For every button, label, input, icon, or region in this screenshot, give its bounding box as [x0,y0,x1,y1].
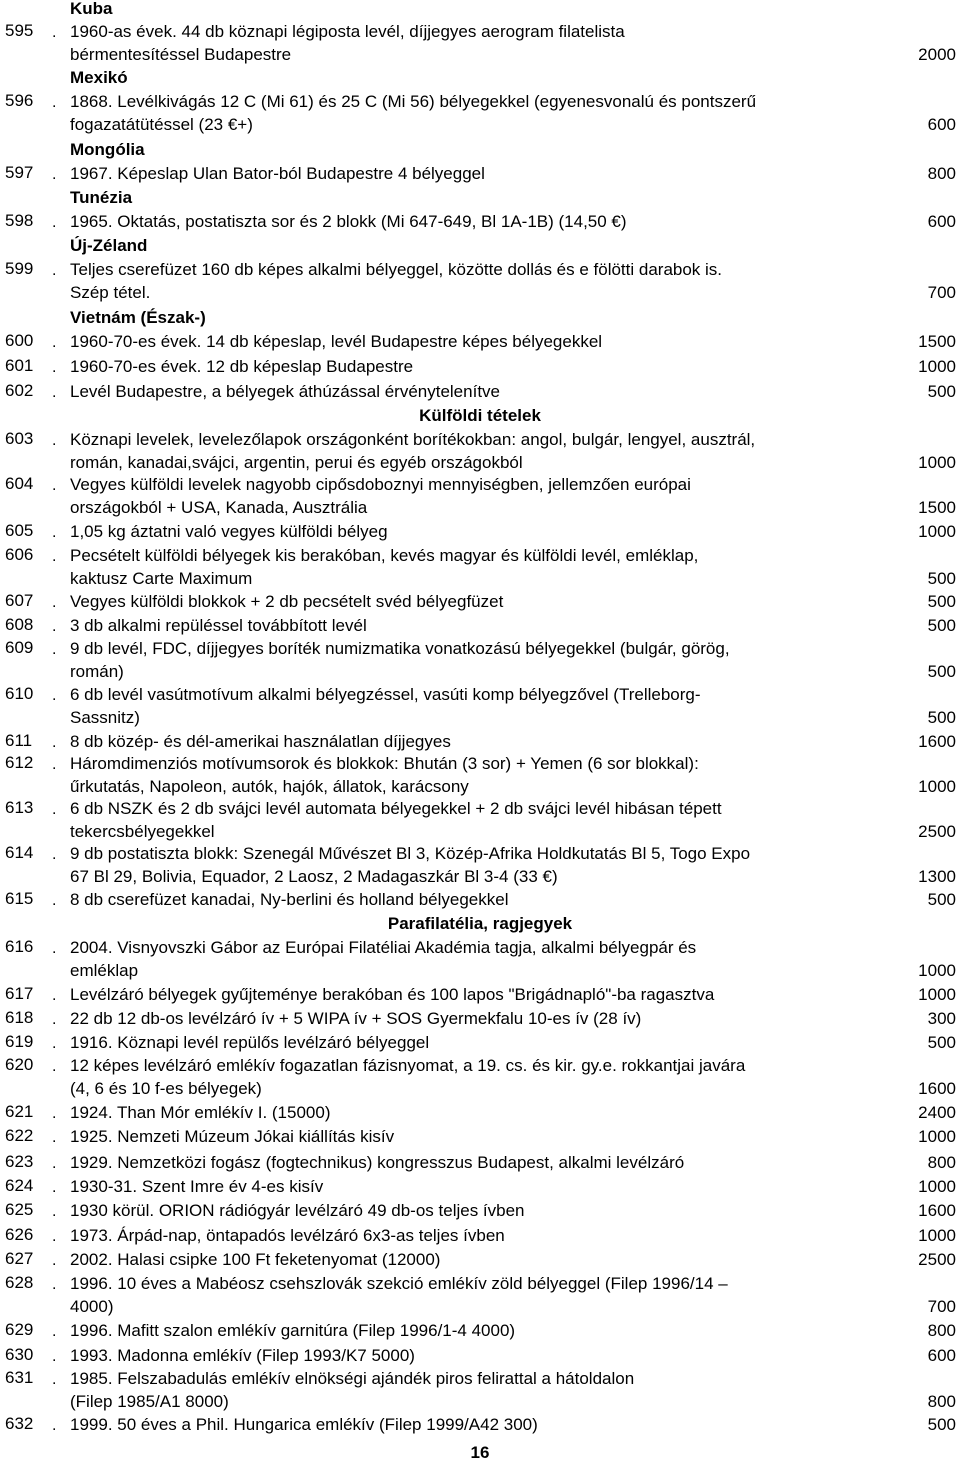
lot-price: 800 [927,1392,956,1411]
lot-price: 500 [927,1415,956,1434]
lot-description-line: bérmentesítéssel Budapestre [70,45,292,64]
lot-number-dot: . [52,892,57,909]
lot-description-line: 4000) [70,1297,114,1316]
lot-price: 800 [927,164,956,183]
lot-description-line: 3 db alkalmi repüléssel továbbított levél [70,616,367,635]
lot-price: 1000 [918,453,956,472]
lot-number-dot: . [52,1105,57,1122]
lot-price: 500 [927,662,956,681]
lot-description-line: Levél Budapestre, a bélyegek áthúzással érvénytelenítve [70,382,500,401]
lot-description-line: kaktusz Carte Maximum [70,569,253,588]
lot-description-line: Vegyes külföldi blokkok + 2 db pecsételt svéd bélyegfüzet [70,592,504,611]
lot-number-dot: . [52,846,57,863]
lot-number: 606 [5,545,34,564]
lot-price: 1000 [918,1177,956,1196]
lot-price: 800 [927,1153,956,1172]
lot-number-dot: . [52,384,57,401]
lot-description-line: 1999. 50 éves a Phil. Hungarica emlékív (Filep 1999/A42 300) [70,1415,538,1434]
lot-number-dot: . [52,1276,57,1293]
lot-number: 610 [5,684,34,703]
lot-description-line: román) [70,662,124,681]
lot-price: 2400 [918,1103,956,1122]
lot-description-line: 2002. Halasi csipke 100 Ft feketenyomat (12000) [70,1250,441,1269]
lot-description-line: 8 db közép- és dél-amerikai használatlan díjjegyes [70,732,451,751]
lot-number: 613 [5,798,34,817]
lot-number-dot: . [52,1417,57,1434]
lot-description-line: fogazatátütéssel (23 €+) [70,115,253,134]
country-heading: Mongólia [70,140,145,159]
lot-number: 611 [5,731,33,750]
lot-number: 624 [5,1176,34,1195]
lot-description-line: 1925. Nemzeti Múzeum Jókai kiállítás kisív [70,1127,395,1146]
lot-price: 600 [927,212,956,231]
lot-description-line: 9 db postatiszta blokk: Szenegál Művészet Bl 3, Közép-Afrika Holdkutatás Bl 5, Togo Expo [70,844,751,863]
lot-description-line: Szép tétel. [70,283,151,302]
lot-price: 1000 [918,1226,956,1245]
lot-number: 622 [5,1126,34,1145]
lot-description-line: Sassnitz) [70,708,140,727]
lot-number: 612 [5,753,34,772]
lot-price: 1000 [918,985,956,1004]
lot-price: 700 [927,1297,956,1316]
lot-price: 1000 [918,357,956,376]
lot-number: 602 [5,381,34,400]
lot-price: 600 [927,1346,956,1365]
lot-number: 601 [5,356,34,375]
lot-description-line: Köznapi levelek, levelezőlapok országonként borítékokban: angol, bulgár, lengyel, ausztrál, [70,430,756,449]
lot-number: 600 [5,331,34,350]
lot-description-line: Teljes cserefüzet 160 db képes alkalmi bélyeggel, közötte dollás és e fölötti darabok is. [70,260,723,279]
lot-description-line: 1967. Képeslap Ulan Bator-ból Budapestre 4 bélyeggel [70,164,485,183]
lot-description-line: 67 Bl 29, Bolivia, Equador, 2 Laosz, 2 Madagaszkár Bl 3-4 (33 €) [70,867,558,886]
lot-description-line: 1868. Levélkivágás 12 C (Mi 61) és 25 C (Mi 56) bélyegekkel (egyenesvonalú és pontszerű [70,92,757,111]
lot-number: 618 [5,1008,34,1027]
lot-number-dot: . [52,687,57,704]
lot-number-dot: . [52,1323,57,1340]
lot-price: 500 [927,569,956,588]
lot-number: 620 [5,1055,34,1074]
lot-description-line: 1996. Mafitt szalon emlékív garnitúra (Filep 1996/1-4 4000) [70,1321,516,1340]
lot-number: 628 [5,1273,34,1292]
lot-number: 627 [5,1249,34,1268]
lot-number: 607 [5,591,34,610]
lot-description-line: űrkutatás, Napoleon, autók, hajók, állatok, karácsony [70,777,469,796]
lot-price: 1600 [918,1079,956,1098]
lot-number: 596 [5,91,34,110]
lot-number: 597 [5,163,34,182]
lot-description-line: 1960-as évek. 44 db köznapi légiposta levél, díjjegyes aerogram filatelista [70,22,625,41]
lot-price: 500 [927,708,956,727]
lot-price: 700 [927,283,956,302]
lot-number: 629 [5,1320,34,1339]
page-number: 16 [470,1443,490,1462]
lot-description-line: 1930-31. Szent Imre év 4-es kisív [70,1177,324,1196]
lot-description-line: tekercsbélyegekkel [70,822,215,841]
lot-description-line: 1993. Madonna emlékív (Filep 1993/K7 5000) [70,1346,415,1365]
lot-description-line: 8 db cserefüzet kanadai, Ny-berlini és holland bélyegekkel [70,890,509,909]
lot-description-line: Levélzáró bélyegek gyűjteménye berakóban és 100 lapos "Brigádnapló"-ba ragasztva [70,985,715,1004]
lot-number-dot: . [52,1203,57,1220]
lot-number: 615 [5,889,34,908]
country-heading: Új-Zéland [70,236,148,255]
lot-price: 1000 [918,777,956,796]
lot-description-line: 2004. Visnyovszki Gábor az Európai Filatéliai Akadémia tagja, alkalmi bélyegpár és [70,938,697,957]
lot-description-line: 22 db 12 db-os levélzáró ív + 5 WIPA ív + SOS Gyermekfalu 10-es ív (28 ív) [70,1009,642,1028]
lot-number-dot: . [52,262,57,279]
lot-number: 599 [5,259,34,278]
lot-price: 600 [927,115,956,134]
lot-number-dot: . [52,1129,57,1146]
lot-number: 617 [5,984,34,1003]
lot-description-line: 1985. Felszabadulás emlékív elnökségi ajándék piros felirattal a hátoldalon [70,1369,635,1388]
country-heading: Kuba [70,0,113,18]
lot-number: 614 [5,843,34,862]
lot-number: 616 [5,937,34,956]
lot-price: 1000 [918,1127,956,1146]
lot-number-dot: . [52,940,57,957]
lot-number-dot: . [52,1179,57,1196]
lot-number-dot: . [52,1228,57,1245]
lot-description-line: Háromdimenziós motívumsorok és blokkok: Bhután (3 sor) + Yemen (6 sor blokkal): [70,754,699,773]
country-heading: Mexikó [70,68,128,87]
lot-description-line: (4, 6 és 10 f-es bélyegek) [70,1079,262,1098]
lot-price: 1500 [918,498,956,517]
lot-price: 800 [927,1321,956,1340]
lot-description-line: 1,05 kg áztatni való vegyes külföldi bélyeg [70,522,388,541]
lot-description-line: Vegyes külföldi levelek nagyobb cipősdoboznyi mennyiségben, jellemzően európai [70,475,691,494]
lot-number-dot: . [52,801,57,818]
lot-number-dot: . [52,1348,57,1365]
lot-description-line: 1929. Nemzetközi fogász (fogtechnikus) kongresszus Budapest, alkalmi levélzáró [70,1153,685,1172]
lot-price: 2000 [918,45,956,64]
lot-number-dot: . [52,524,57,541]
lot-number-dot: . [52,359,57,376]
lot-number-dot: . [52,24,57,41]
lot-number-dot: . [52,334,57,351]
lot-description-line: 1965. Oktatás, postatiszta sor és 2 blokk (Mi 647-649, Bl 1A-1B) (14,50 €) [70,212,627,231]
lot-number-dot: . [52,618,57,635]
lot-number-dot: . [52,734,57,751]
lot-number: 625 [5,1200,34,1219]
lot-price: 1300 [918,867,956,886]
lot-price: 1600 [918,732,956,751]
lot-number-dot: . [52,594,57,611]
lot-description-line: 1973. Árpád-nap, öntapadós levélzáró 6x3-as teljes ívben [70,1226,505,1245]
lot-description-line: 12 képes levélzáró emlékív fogazatlan fázisnyomat, a 19. cs. és kir. gy.e. rokkantjai javára [70,1056,746,1075]
lot-description-line: 6 db levél vasútmotívum alkalmi bélyegzéssel, vasúti komp bélyegzővel (Trelleborg- [70,685,701,704]
lot-number: 605 [5,521,34,540]
lot-description-line: 6 db NSZK és 2 db svájci levél automata bélyegekkel + 2 db svájci levél hibásan tépett [70,799,722,818]
lot-number: 595 [5,21,34,40]
lot-number: 630 [5,1345,34,1364]
section-heading: Parafilatélia, ragjegyek [387,914,573,933]
lot-number: 632 [5,1414,34,1433]
lot-price: 2500 [918,1250,956,1269]
lot-number: 603 [5,429,34,448]
lot-number-dot: . [52,1155,57,1172]
lot-description-line: országokból + USA, Kanada, Ausztrália [70,498,368,517]
lot-number-dot: . [52,477,57,494]
lot-price: 500 [927,382,956,401]
lot-price: 1000 [918,961,956,980]
lot-price: 1000 [918,522,956,541]
lot-price: 500 [927,1033,956,1052]
lot-number-dot: . [52,641,57,658]
lot-number: 619 [5,1032,34,1051]
lot-number-dot: . [52,94,57,111]
lot-number: 598 [5,211,34,230]
lot-description-line: 1930 körül. ORION rádiógyár levélzáró 49 db-os teljes ívben [70,1201,525,1220]
lot-number-dot: . [52,1035,57,1052]
lot-number-dot: . [52,166,57,183]
section-heading: Külföldi tételek [419,406,541,425]
lot-number-dot: . [52,432,57,449]
lot-description-line: (Filep 1985/A1 8000) [70,1392,229,1411]
lot-price: 1600 [918,1201,956,1220]
lot-description-line: 9 db levél, FDC, díjjegyes boríték numizmatika vonatkozású bélyegekkel (bulgár, görög, [70,639,730,658]
lot-number-dot: . [52,214,57,231]
lot-number-dot: . [52,1058,57,1075]
lot-number: 623 [5,1152,34,1171]
lot-price: 500 [927,616,956,635]
country-heading: Tunézia [70,188,133,207]
country-heading: Vietnám (Észak-) [70,308,206,327]
lot-number-dot: . [52,987,57,1004]
lot-number-dot: . [52,1011,57,1028]
lot-price: 500 [927,592,956,611]
lot-description-line: román, kanadai,svájci, argentin, perui és egyéb országokból [70,453,523,472]
lot-number-dot: . [52,1252,57,1269]
lot-number: 621 [5,1102,34,1121]
lot-number: 626 [5,1225,34,1244]
lot-price: 500 [927,890,956,909]
lot-number-dot: . [52,1371,57,1388]
lot-description-line: emléklap [70,961,139,980]
lot-description-line: 1996. 10 éves a Mabéosz csehszlovák szekció emlékív zöld bélyeggel (Filep 1996/14 – [70,1274,728,1293]
lot-price: 1500 [918,332,956,351]
lot-description-line: Pecsételt külföldi bélyegek kis berakóban, kevés magyar és külföldi levél, emléklap, [70,546,699,565]
lot-number-dot: . [52,548,57,565]
lot-number: 631 [5,1368,34,1387]
lot-description-line: 1916. Köznapi levél repülős levélzáró bélyeggel [70,1033,430,1052]
lot-description-line: 1960-70-es évek. 14 db képeslap, levél Budapestre képes bélyegekkel [70,332,603,351]
lot-number: 608 [5,615,34,634]
lot-number: 609 [5,638,34,657]
lot-price: 300 [927,1009,956,1028]
lot-number-dot: . [52,756,57,773]
lot-description-line: 1924. Than Mór emlékív I. (15000) [70,1103,331,1122]
lot-description-line: 1960-70-es évek. 12 db képeslap Budapestre [70,357,414,376]
lot-price: 2500 [918,822,956,841]
lot-number: 604 [5,474,34,493]
